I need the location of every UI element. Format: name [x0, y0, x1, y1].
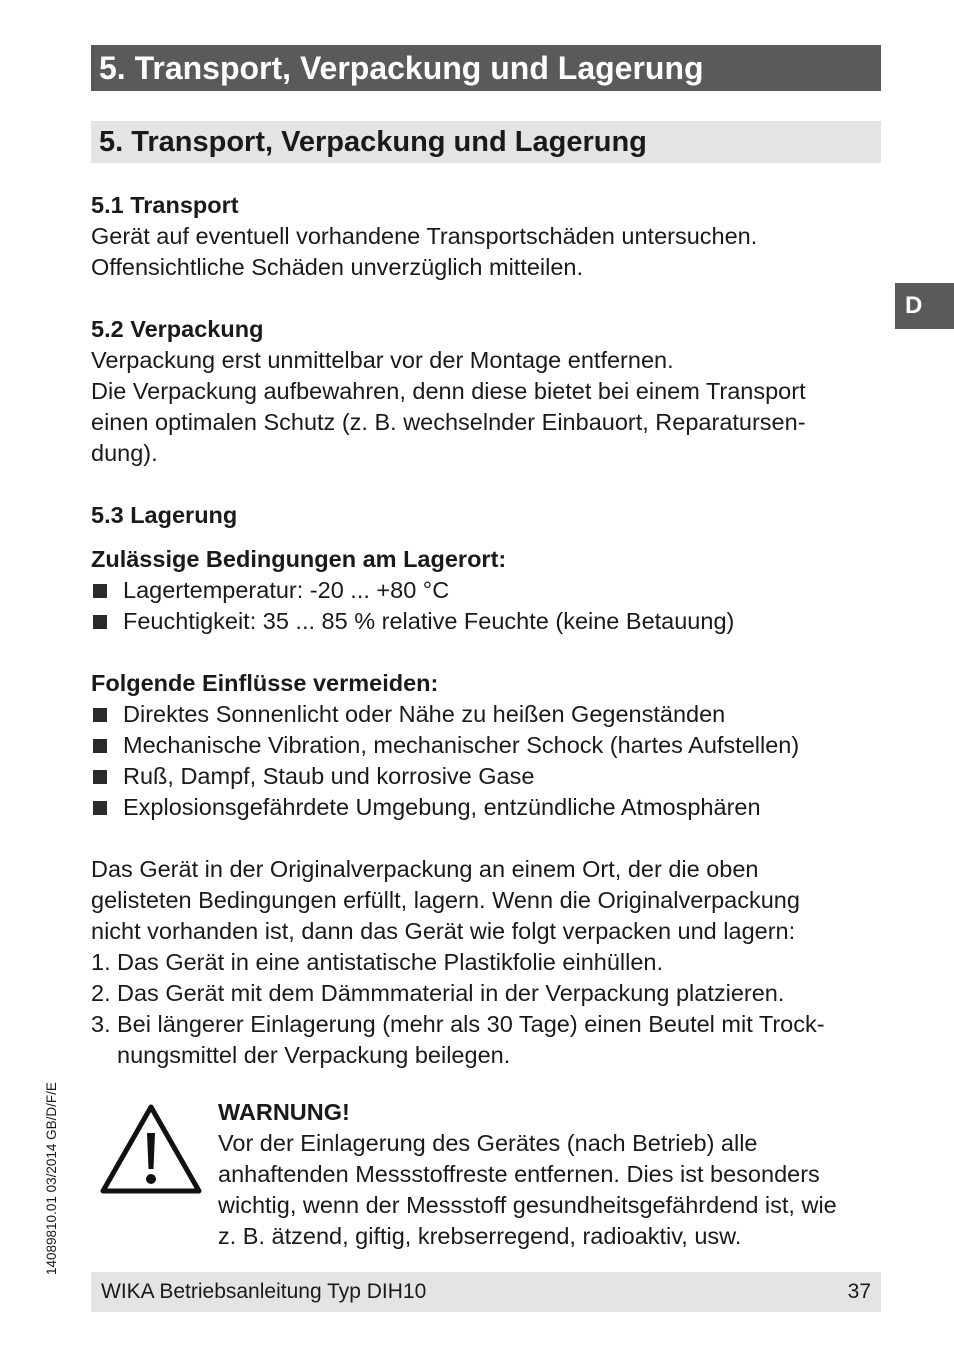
bullet-square-icon: [93, 801, 107, 815]
packaging-line: einen optimalen Schutz (z. B. wechselnder Einbauort, Reparatursen-: [91, 409, 806, 435]
page-number: 37: [847, 1280, 871, 1303]
page-content: [91, 190, 886, 1071]
list-item: Direktes Sonnenlicht oder Nähe zu heißen Gegenständen: [91, 699, 886, 730]
step-item: 3. Bei längerer Einlagerung (mehr als 30 Tage) einen Beutel mit Trock-: [91, 1011, 825, 1037]
warning-line: anhaftenden Messstoffreste entfernen. Dies ist besonders: [218, 1161, 820, 1187]
list-item: Mechanische Vibration, mechanischer Schock (hartes Aufstellen): [91, 730, 886, 761]
storage-heading: 5.3 Lagerung: [91, 502, 238, 528]
footer-bar: [91, 1272, 881, 1312]
packaging-line: Verpackung erst unmittelbar vor der Montage entfernen.: [91, 347, 674, 373]
language-tab: D: [895, 283, 954, 329]
packaging-heading: 5.2 Verpackung: [91, 316, 264, 342]
warning-line: Vor der Einlagerung des Gerätes (nach Betrieb) alle: [218, 1130, 758, 1156]
packaging-line: Die Verpackung aufbewahren, denn diese bietet bei einem Transport: [91, 378, 806, 404]
transport-line: Gerät auf eventuell vorhandene Transportschäden untersuchen.: [91, 223, 758, 249]
list-item: Explosionsgefährdete Umgebung, entzündliche Atmosphären: [91, 792, 886, 823]
warning-title: WARNUNG!: [218, 1099, 350, 1125]
instruction-line: Das Gerät in der Originalverpackung an einem Ort, der die oben: [91, 856, 759, 882]
bullet-square-icon: [93, 615, 107, 629]
warning-triangle-icon: [99, 1103, 203, 1195]
warning-line: wichtig, wenn der Messstoff gesundheitsgefährdend ist, wie: [218, 1192, 837, 1218]
list-item: Ruß, Dampf, Staub und korrosive Gase: [91, 761, 886, 792]
bullet-square-icon: [93, 770, 107, 784]
bullet-square-icon: [93, 708, 107, 722]
step-item-continuation: nungsmittel der Verpackung beilegen.: [117, 1042, 511, 1068]
transport-heading: 5.1 Transport: [91, 192, 239, 218]
bullet-square-icon: [93, 584, 107, 598]
section-title-bar: [91, 121, 881, 163]
instruction-line: gelisteten Bedingungen erfüllt, lagern. Wenn die Originalverpackung: [91, 887, 800, 913]
packaging-line: dung).: [91, 440, 158, 466]
step-item: 1. Das Gerät in eine antistatische Plastikfolie einhüllen.: [91, 949, 664, 975]
warning-text: [218, 1097, 886, 1252]
list-item: Feuchtigkeit: 35 ... 85 % relative Feuchte (keine Betauung): [91, 606, 886, 637]
conditions-heading: Zulässige Bedingungen am Lagerort:: [91, 546, 507, 572]
chapter-title-bar: [91, 45, 881, 91]
instruction-line: nicht vorhanden ist, dann das Gerät wie folgt verpacken und lagern:: [91, 918, 796, 944]
footer-title: WIKA Betriebsanleitung Typ DIH10: [101, 1280, 427, 1303]
step-item: 2. Das Gerät mit dem Dämmmaterial in der Verpackung platzieren.: [91, 980, 785, 1006]
warning-notice: [91, 1097, 886, 1257]
section-title: 5. Transport, Verpackung und Lagerung: [99, 126, 647, 158]
bullet-square-icon: [93, 739, 107, 753]
chapter-title: 5. Transport, Verpackung und Lagerung: [99, 50, 704, 86]
transport-line: Offensichtliche Schäden unverzüglich mitteilen.: [91, 254, 584, 280]
document-code: 14089810.01 03/2014 GB/D/F/E: [44, 1082, 59, 1275]
avoid-heading: Folgende Einflüsse vermeiden:: [91, 670, 439, 696]
warning-line: z. B. ätzend, giftig, krebserregend, radioaktiv, usw.: [218, 1223, 742, 1249]
list-item: Lagertemperatur: -20 ... +80 °C: [91, 575, 886, 606]
